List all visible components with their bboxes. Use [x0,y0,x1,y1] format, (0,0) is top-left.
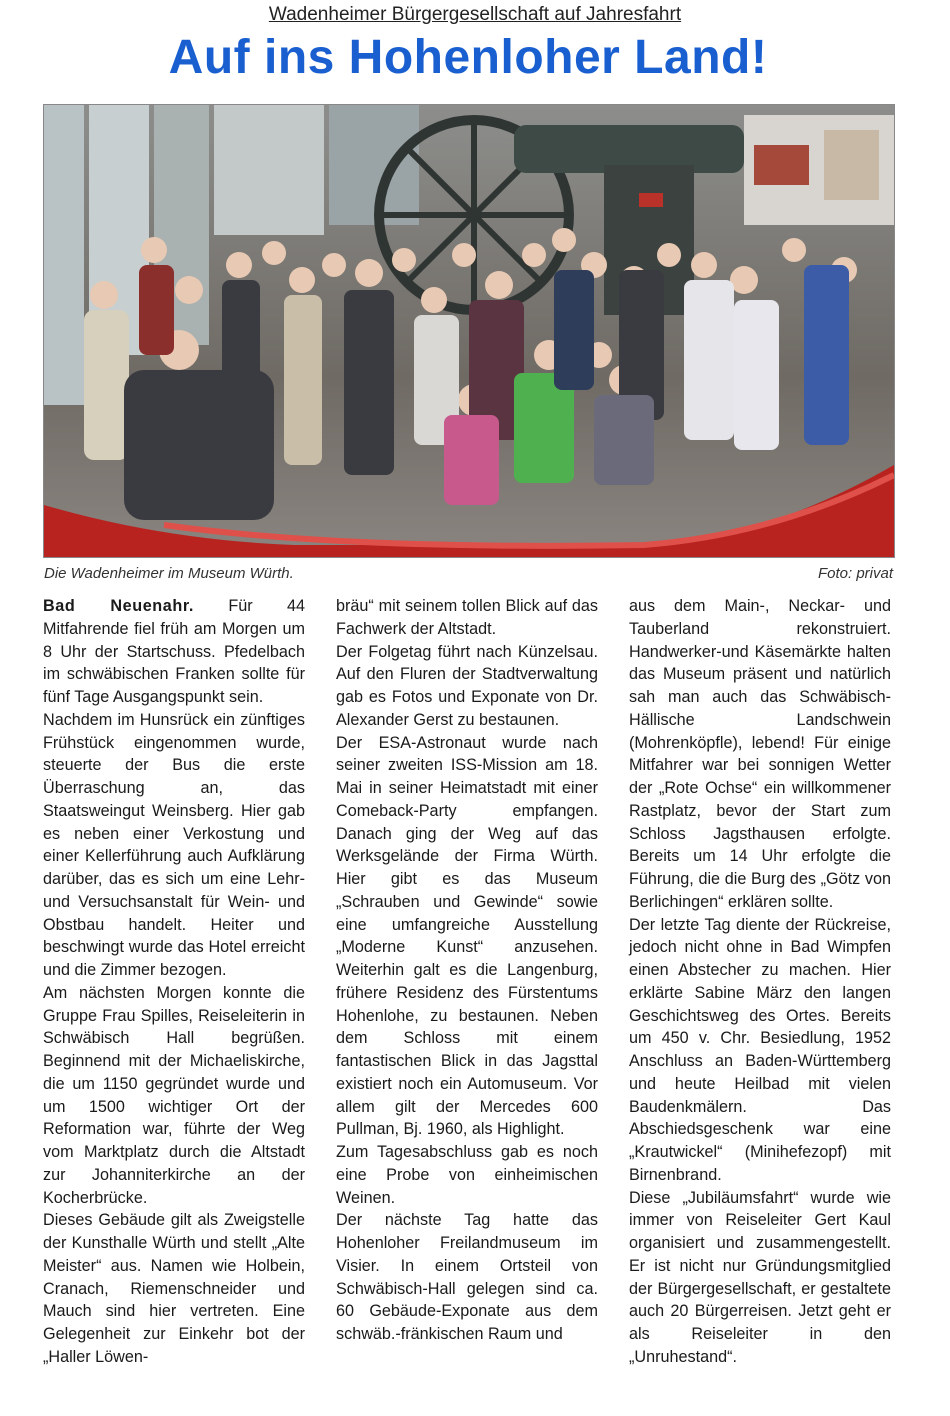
article-column-1 [43,595,305,1369]
paragraph: Der Folgetag führt nach Künzelsau. Auf den Fluren der Stadtverwaltung gab es Fotos und Exponate von Dr. Alexander Gerst zu bestaunen. [336,642,598,729]
paragraph: bräu“ mit seinem tollen Blick auf das Fachwerk der Altstadt. [336,597,598,638]
paragraph: Diese „Jubiläumsfahrt“ wurde wie immer von Reiseleiter Gert Kaul organisiert und zusammengestellt. Er ist nicht nur Gründungsmitglied der Bürgergesellschaft, er gestaltete auch 20 Bürgerreisen. Jetzt geht er als Reiseleiter in den „Unruhestand“. [629,1188,891,1366]
paragraph: Der ESA-Astronaut wurde nach seiner zweiten ISS-Mission am 18. Mai in seiner Heimatstadt mit einer Comeback-Party empfangen. Danach ging der Weg auf das Werksgelände der Firma Würth. Hier gibt es das Museum „Schrauben und Gewinde“ sowie eine umfangreiche Ausstellung „Moderne Kunst“ anzusehen. Weiterhin galt es die Langenburg, frühere Residenz des Fürstentums Hohenlohe, zu bestaunen. Neben dem Schloss mit einem fantastischen Blick in das Jagsttal existiert noch ein Automuseum. Vor allem gilt der Mercedes 600 Pullman, Bj. 1960, als Highlight. [336,733,598,1139]
group-photo [43,104,895,558]
paragraph: Der letzte Tag diente der Rückreise, jedoch nicht ohne in Bad Wimpfen einen Abstecher zu machen. Hier erklärte Sabine März den langen Geschichtsweg des Ortes. Bereits um 450 v. Chr. Besiedlung, 1952 Anschluss an Baden-Württemberg und heute Heilbad mit vielen Baudenkmälern. Das Abschiedsgeschenk war eine „Krautwickel“ (Minihefezopf) mit Birnenbrand. [629,915,891,1184]
kicker: Wadenheimer Bürgergesellschaft auf Jahresfahrt [268,4,682,25]
paragraph: Nachdem im Hunsrück ein zünftiges Frühstück eingenommen wurde, steuerte der Bus die erste Überraschung an, das Staatsweingut Weinsberg. Hier gab es neben einer Verkostung und einer Kellerführung auch Aufklärung darüber, das es sich um eine Lehr- und Versuchsanstalt für Wein- und Obstbau handelt. Heiter und beschwingt wurde das Hotel erreicht und die Zimmer bezogen. [43,710,305,979]
paragraph-text: Für 44 Mitfahrende fiel früh am Morgen um 8 Uhr der Startschuss. Pfedelbach im schwäbischen Franken sollte für fünf Tage Ausgangspunkt sein. [43,597,305,706]
article-column-3 [629,595,891,1369]
article-body [43,595,893,1395]
paragraph: Zum Tagesabschluss gab es noch eine Probe von einheimischen Weinen. [336,1143,598,1207]
paragraph: aus dem Main-, Neckar- und Tauberland rekonstruiert. Handwerker-und Käsemärkte halten das Museum präsent und natürlich sah man auch das Schwäbisch-Hällische Landschwein (Mohrenköpfle), lebend! Für einige Mitfahrer war bei sonnigen Wetter der „Rote Ochse“ ein willkommener Rastplatz, bevor der Start zum Schloss Jagsthausen erfolgte. Bereits um 14 Uhr erfolgte die Führung, die die Burg des „Götz von Berlichingen“ erklären sollte. [629,597,891,911]
photo-credit: Foto: privat [817,565,893,582]
paragraph: Der nächste Tag hatte das Hohenloher Freilandmuseum im Visier. In einem Ortsteil von Schwäbisch-Hall gelegen sind ca. 60 Gebäude-Exponate aus dem schwäb.-fränkischen Raum und [336,1211,598,1343]
headline: Auf ins Hohenloher Land! [168,31,768,84]
paragraph: Am nächsten Morgen konnte die Gruppe Frau Spilles, Reiseleiterin in Schwäbisch Hall begrüßen. Beginnend mit der Michaeliskirche, die um 1150 gegründet wurde und um 1500 wichtiger Ort der Reformation war, führte der Weg vom Marktplatz durch die Altstadt zur Johanniterkirche an der Kocherbrücke. [43,983,305,1207]
paragraph: Dieses Gebäude gilt als Zweigstelle der Kunsthalle Würth und stellt „Alte Meister“ aus. Namen wie Holbein, Cranach, Riemenschneider und Mauch sind hier vertreten. Eine Gelegenheit zur Einkehr bot der „Haller Löwen- [43,1211,305,1366]
dateline: Bad Neuenahr. [43,597,194,615]
article-column-2 [336,595,598,1346]
group-photo-illustration [44,105,894,557]
paragraph [43,595,305,709]
photo-caption: Die Wadenheimer im Museum Würth. [44,565,294,582]
